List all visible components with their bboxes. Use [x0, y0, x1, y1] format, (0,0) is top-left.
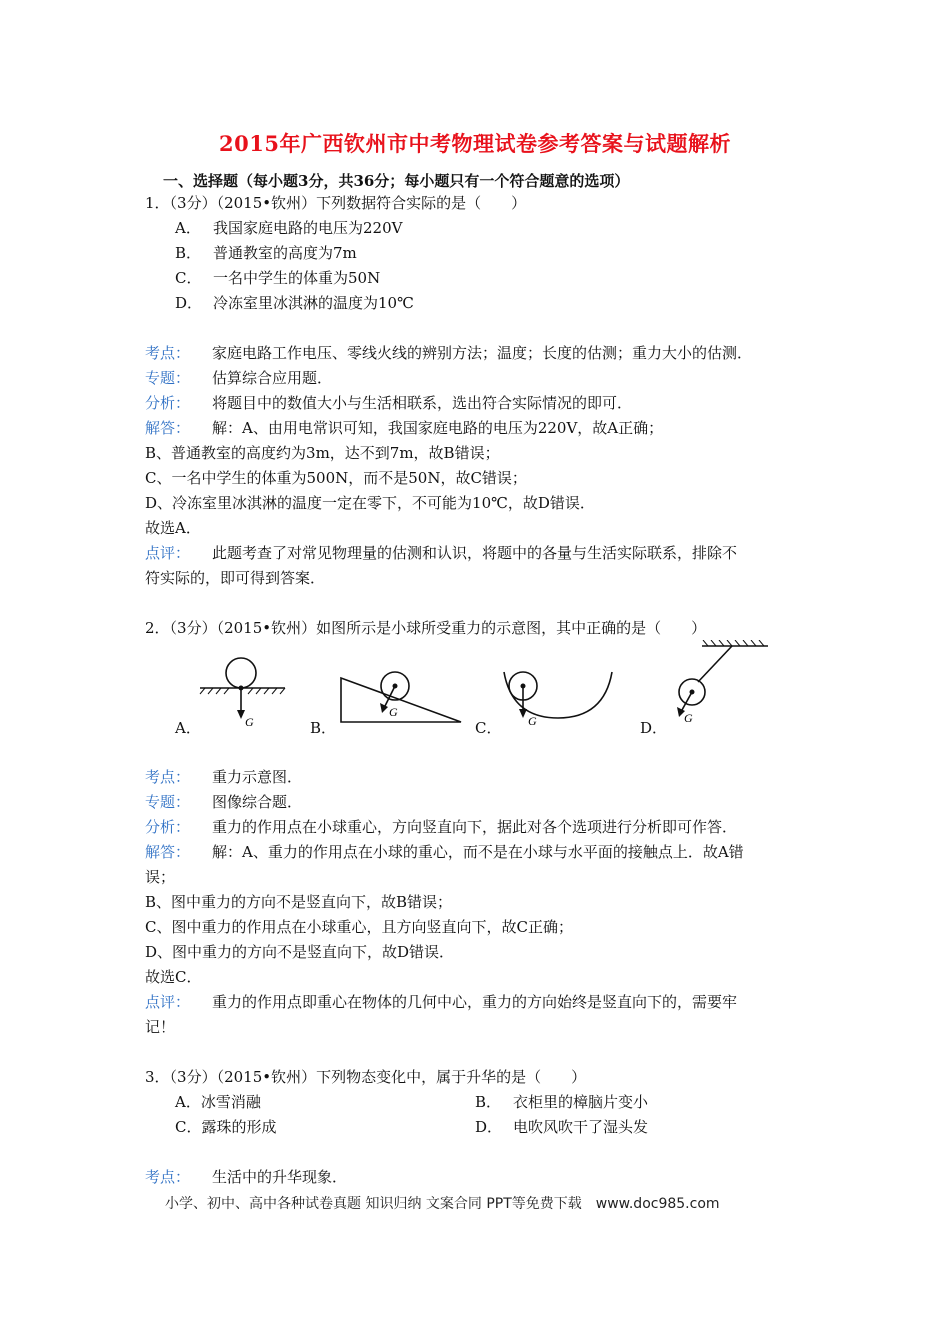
force-label-a: G	[245, 715, 254, 729]
force-label-b: G	[389, 705, 398, 719]
kaodian-label: 考点：	[145, 768, 191, 786]
q2-figure-b[interactable]	[335, 660, 465, 725]
q1-answer-line: C、一名中学生的体重为500N，而不是50N，故C错误；	[145, 469, 527, 487]
option-text: 衣柜里的樟脑片变小	[513, 1093, 649, 1111]
jieda-label: 解答：	[145, 843, 191, 861]
q3-option-b[interactable]	[475, 1092, 648, 1112]
q2-stem: 2．（3分）（2015•钦州）如图所示是小球所受重力的示意图，其中正确的是（ ）	[145, 619, 707, 637]
kaodian-text: 生活中的升华现象．	[212, 1168, 348, 1186]
q2-fig-label-a: A．	[175, 719, 201, 737]
q1-option-a[interactable]	[175, 218, 402, 238]
zhuanti-label: 专题：	[145, 369, 191, 387]
option-text: 露珠的形成	[201, 1118, 277, 1136]
q1-option-c[interactable]	[175, 268, 380, 288]
q3-option-d[interactable]	[475, 1117, 648, 1137]
q1-jieda	[145, 418, 663, 438]
zhuanti-label: 专题：	[145, 793, 191, 811]
q3-option-a[interactable]	[175, 1092, 261, 1112]
dianping-text: 重力的作用点即重心在物体的几何中心，重力的方向始终是竖直向下的，需要牢	[212, 993, 738, 1011]
option-key: D．	[475, 1118, 503, 1136]
q1-dianping	[145, 543, 737, 563]
q2-figure-c[interactable]	[498, 652, 618, 732]
option-key: C．	[175, 1118, 202, 1136]
fenxi-label: 分析：	[145, 818, 191, 836]
force-label-d: G	[684, 711, 693, 725]
q3-option-c[interactable]	[175, 1117, 277, 1137]
option-key: C．	[175, 269, 202, 287]
option-text: 普通教室的高度为7m	[213, 244, 357, 262]
q1-answer-line: D、冷冻室里冰淇淋的温度一定在零下，不可能为10℃，故D错误．	[145, 494, 595, 512]
q1-option-d[interactable]	[175, 293, 414, 313]
dianping-text: 此题考查了对常见物理量的估测和认识，将题中的各量与生活实际联系，排除不	[212, 544, 738, 562]
zhuanti-text: 图像综合题．	[212, 793, 303, 811]
zhuanti-text: 估算综合应用题．	[212, 369, 333, 387]
kaodian-label: 考点：	[145, 1168, 191, 1186]
jieda-label: 解答：	[145, 419, 191, 437]
option-key: A．	[175, 1093, 201, 1111]
q2-jieda	[145, 842, 744, 862]
kaodian-label: 考点：	[145, 344, 191, 362]
jieda-text: 解：A、重力的作用点在小球的重心，而不是在小球与水平面的接触点上．故A错	[212, 843, 744, 861]
q1-answer-line: 故选A．	[145, 519, 201, 537]
option-text: 一名中学生的体重为50N	[213, 269, 381, 287]
fenxi-text: 重力的作用点在小球重心，方向竖直向下，据此对各个选项进行分析即可作答．	[212, 818, 738, 836]
q2-fig-label-d: D．	[640, 719, 668, 737]
option-key: B．	[175, 244, 202, 262]
q1-answer-line: B、普通教室的高度约为3m，达不到7m，故B错误；	[145, 444, 500, 462]
page-footer: 小学、初中、高中各种试卷真题 知识归纳 文案合同 PPT等免费下载 www.doc985.com	[165, 1196, 720, 1212]
q1-fenxi	[145, 393, 632, 413]
force-label-c: G	[528, 714, 537, 728]
q2-answer-line: C、图中重力的作用点在小球重心，且方向竖直向下，故C正确；	[145, 918, 573, 936]
option-text: 电吹风吹干了湿头发	[513, 1118, 649, 1136]
dianping-label: 点评：	[145, 544, 191, 562]
fenxi-label: 分析：	[145, 394, 191, 412]
q2-dianping	[145, 992, 737, 1012]
kaodian-text: 家庭电路工作电压、零线火线的辨别方法；温度；长度的估测；重力大小的估测．	[212, 344, 753, 362]
q1-stem: 1．（3分）（2015•钦州）下列数据符合实际的是（ ）	[145, 194, 527, 212]
q2-jieda-cont: 误；	[145, 868, 176, 886]
q1-dianping-cont: 符实际的，即可得到答案．	[145, 569, 326, 587]
option-key: A．	[175, 219, 201, 237]
q2-answer-line: 故选C．	[145, 968, 202, 986]
option-text: 我国家庭电路的电压为220V	[213, 219, 403, 237]
q1-zhuanti	[145, 368, 332, 388]
q2-kaodian	[145, 767, 302, 787]
q2-answer-line: B、图中重力的方向不是竖直向下，故B错误；	[145, 893, 453, 911]
q3-kaodian	[145, 1167, 347, 1187]
section-heading: 一、选择题（每小题3分，共36分；每小题只有一个符合题意的选项）	[163, 172, 630, 190]
page-title: 2015年广西钦州市中考物理试卷参考答案与试题解析	[219, 131, 731, 156]
option-key: B．	[475, 1093, 502, 1111]
option-key: D．	[175, 294, 203, 312]
q2-fig-label-b: B．	[310, 719, 337, 737]
q2-fig-label-c: C．	[475, 719, 502, 737]
q2-answer-line: D、图中重力的方向不是竖直向下，故D错误．	[145, 943, 455, 961]
q2-dianping-cont: 记！	[145, 1018, 176, 1036]
dianping-label: 点评：	[145, 993, 191, 1011]
q2-fenxi	[145, 817, 737, 837]
q3-stem: 3．（3分）（2015•钦州）下列物态变化中，属于升华的是（ ）	[145, 1068, 587, 1086]
q2-zhuanti	[145, 792, 302, 812]
q2-figure-d[interactable]	[662, 640, 772, 730]
q1-option-b[interactable]	[175, 243, 357, 263]
q1-kaodian	[145, 343, 752, 363]
option-text: 冷冻室里冰淇淋的温度为10℃	[213, 294, 414, 312]
q2-figure-a[interactable]	[195, 652, 290, 732]
fenxi-text: 将题目中的数值大小与生活相联系，选出符合实际情况的即可．	[212, 394, 633, 412]
option-text: 冰雪消融	[200, 1093, 261, 1111]
kaodian-text: 重力示意图．	[212, 768, 303, 786]
jieda-text: 解：A、由用电常识可知，我国家庭电路的电压为220V，故A正确；	[212, 419, 664, 437]
